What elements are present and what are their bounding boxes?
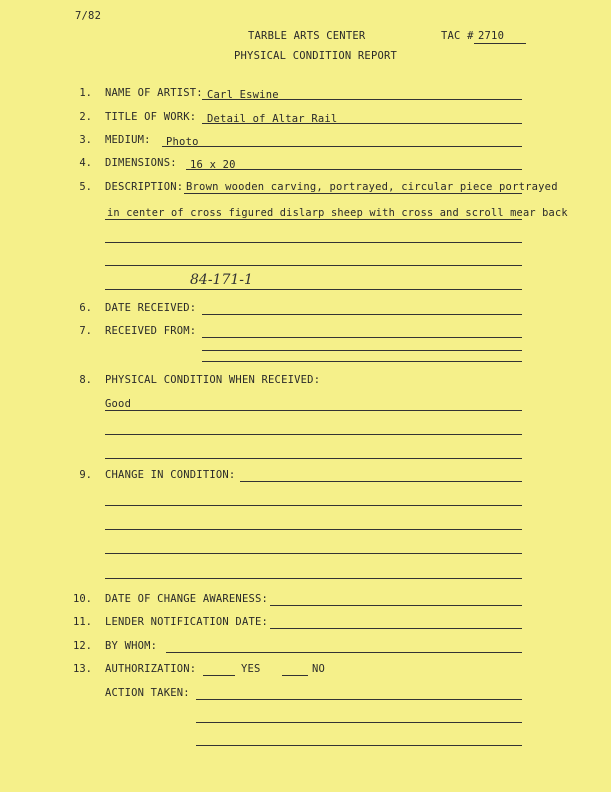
medium-line — [162, 146, 522, 147]
by-whom-line — [166, 652, 522, 653]
field-num: 7. — [79, 325, 92, 337]
received-from-label: RECEIVED FROM: — [105, 325, 197, 337]
handwritten-accession-number: 84-171-1 — [190, 272, 253, 288]
action-taken-rule-3 — [196, 745, 522, 746]
field-num: 3. — [79, 134, 92, 146]
condition-received-value: Good — [105, 398, 132, 410]
field-num: 13. — [73, 663, 92, 675]
dimensions-line — [186, 169, 522, 170]
change-awareness-line — [270, 605, 522, 606]
lender-notification-label: LENDER NOTIFICATION DATE: — [105, 616, 269, 628]
action-taken-label: ACTION TAKEN: — [105, 687, 190, 699]
yes-label: YES — [241, 663, 261, 675]
authorization-label: AUTHORIZATION: — [105, 663, 197, 675]
field-num: 10. — [73, 593, 92, 605]
action-taken-rule-1 — [196, 699, 522, 700]
artist-value: Carl Eswine — [207, 89, 279, 101]
date-received-label: DATE RECEIVED: — [105, 302, 197, 314]
title-label: TITLE OF WORK: — [105, 111, 197, 123]
condition-received-label: PHYSICAL CONDITION WHEN RECEIVED: — [105, 374, 321, 386]
field-num: 2. — [79, 111, 92, 123]
date-code: 7/82 — [75, 10, 102, 22]
field-num: 1. — [79, 87, 92, 99]
org-name: TARBLE ARTS CENTER — [248, 30, 366, 42]
change-awareness-label: DATE OF CHANGE AWARENESS: — [105, 593, 269, 605]
condition-rule-1 — [105, 410, 522, 411]
field-num: 11. — [73, 616, 92, 628]
description-rule-1 — [184, 193, 522, 194]
title-line — [202, 123, 522, 124]
field-num: 8. — [79, 374, 92, 386]
description-line2: in center of cross figured dislarp sheep with cross and scroll mear back — [107, 207, 568, 219]
received-from-line-2 — [202, 350, 522, 351]
lender-notification-line — [270, 628, 522, 629]
no-label: NO — [312, 663, 326, 675]
dimensions-value: 16 x 20 — [190, 159, 236, 171]
description-rule-4 — [105, 265, 522, 266]
description-rule-2 — [105, 219, 522, 220]
condition-rule-3 — [105, 458, 522, 459]
change-rule-3 — [105, 529, 522, 530]
tac-number: 2710 — [478, 30, 505, 42]
description-rule-3 — [105, 242, 522, 243]
change-rule-4 — [105, 553, 522, 554]
action-taken-rule-2 — [196, 722, 522, 723]
field-num: 6. — [79, 302, 92, 314]
description-rule-5 — [105, 289, 522, 290]
field-num: 12. — [73, 640, 92, 652]
no-blank — [282, 675, 308, 676]
condition-rule-2 — [105, 434, 522, 435]
page-title: PHYSICAL CONDITION REPORT — [234, 50, 398, 62]
change-rule-2 — [105, 505, 522, 506]
description-line1: Brown wooden carving, portrayed, circular piece portrayed — [186, 181, 558, 193]
tac-label: TAC # — [441, 30, 474, 42]
field-num: 4. — [79, 157, 92, 169]
dimensions-label: DIMENSIONS: — [105, 157, 177, 169]
change-rule-5 — [105, 578, 522, 579]
by-whom-label: BY WHOM: — [105, 640, 158, 652]
artist-line — [202, 99, 522, 100]
artist-label: NAME OF ARTIST: — [105, 87, 203, 99]
field-num: 5. — [79, 181, 92, 193]
yes-blank — [203, 675, 235, 676]
change-label: CHANGE IN CONDITION: — [105, 469, 236, 481]
medium-value: Photo — [166, 136, 199, 148]
description-label: DESCRIPTION: — [105, 181, 184, 193]
field-num: 9. — [79, 469, 92, 481]
tac-number-line — [474, 43, 526, 44]
received-from-line-1 — [202, 337, 522, 338]
change-rule-1 — [240, 481, 522, 482]
date-received-line — [202, 314, 522, 315]
title-value: Detail of Altar Rail — [207, 113, 338, 125]
medium-label: MEDIUM: — [105, 134, 151, 146]
received-from-line-3 — [202, 361, 522, 362]
